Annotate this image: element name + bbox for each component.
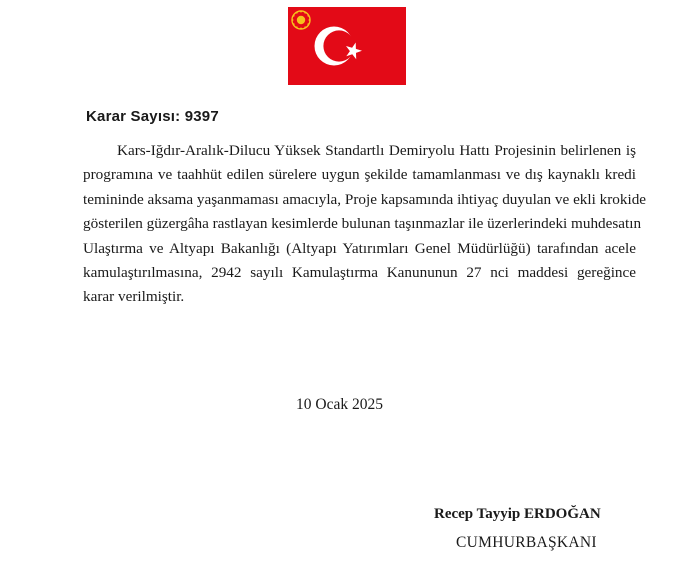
body-line: programına ve taahhüt edilen sürelere uygun şekilde tamamlanması ve dış kaynaklı kredi	[83, 166, 636, 184]
decision-number: Karar Sayısı: 9397	[86, 108, 219, 125]
body-line: gösterilen güzergâha rastlayan kesimlerde bulunan taşınmazlar ile üzerlerindeki muhdesatın	[83, 215, 642, 233]
turkish-flag-icon	[288, 7, 406, 85]
body-line: kamulaştırılmasına, 2942 sayılı Kamulaştırma Kanununun 27 nci maddesi gereğince	[83, 264, 636, 282]
body-line: temininde aksama yaşanmaması amacıyla, Proje kapsamında ihtiyaç duyulan ve ekli krokide	[83, 190, 647, 208]
body-line: Ulaştırma ve Altyapı Bakanlığı (Altyapı Yatırımları Genel Müdürlüğü) tarafından acele	[83, 239, 636, 257]
body-line: Kars-Iğdır-Aralık-Dilucu Yüksek Standartlı Demiryolu Hattı Projesinin belirlenen iş	[117, 142, 636, 159]
body-line: karar verilmiştir.	[83, 288, 185, 306]
signatory-title: CUMHURBAŞKANI	[456, 534, 597, 551]
signatory-name: Recep Tayyip ERDOĞAN	[434, 506, 601, 522]
decision-body	[83, 139, 647, 310]
crescent-inner	[323, 30, 354, 61]
decision-date: 10 Ocak 2025	[296, 396, 383, 413]
